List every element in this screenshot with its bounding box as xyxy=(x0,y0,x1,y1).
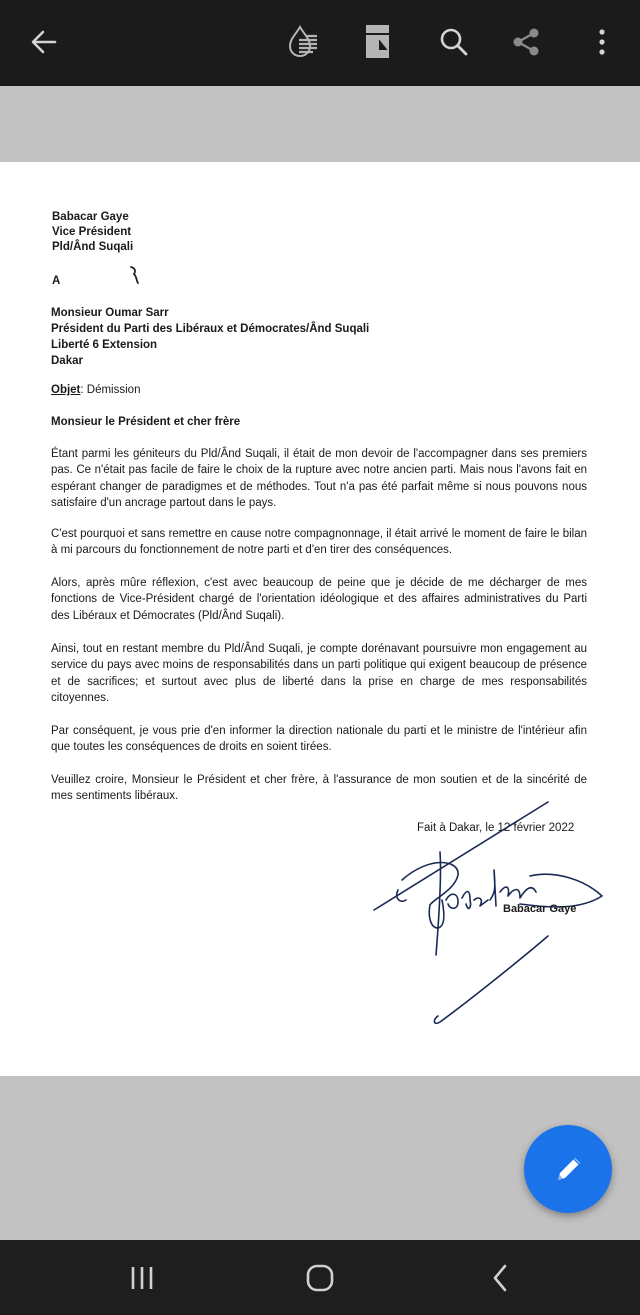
paragraph: Par conséquent, je vous prie d'en informer la direction nationale du parti et le ministre de l'intérieur afin que toutes les conséquences de droits en soient tirées. xyxy=(51,725,587,754)
home-icon[interactable] xyxy=(296,1258,344,1298)
recipient-city: Dakar xyxy=(51,355,83,367)
place-date: Fait à Dakar, le 12 février 2022 xyxy=(417,822,575,834)
sender-name: Babacar Gaye xyxy=(52,211,129,223)
paragraph: C'est pourquoi et sans remettre en cause notre compagnonnage, il était arrivé le moment de faire le bilan à mi parcours du fonctionnement de notre parti et d'en tirer des conséquences. xyxy=(51,528,587,557)
sender-title: Vice Président xyxy=(52,226,132,238)
paragraph: Alors, après mûre réflexion, c'est avec beaucoup de peine que je décide de me décharger de mes fonctions de Vice-Président chargé de l'orientation idéologique et des affaires administratives du Parti des Libéraux et Démocrates (Pld/Ând Suqali). xyxy=(51,577,587,622)
page-view-icon[interactable] xyxy=(356,20,400,64)
signer-name: Babacar Gaye xyxy=(503,903,577,915)
subject-value: : Démission xyxy=(80,384,141,396)
to-label: A xyxy=(52,275,61,287)
back-icon[interactable] xyxy=(476,1258,524,1298)
back-arrow-icon[interactable] xyxy=(22,20,66,64)
recipient-title: Président du Parti des Libéraux et Démocrates/Ând Suqali xyxy=(51,323,370,335)
subject-line xyxy=(51,384,140,396)
recipient-block xyxy=(51,305,369,369)
recipient-address: Liberté 6 Extension xyxy=(51,339,158,351)
pencil-icon xyxy=(548,1149,588,1189)
sender-party: Pld/Ând Suqali xyxy=(52,241,134,253)
recipient-name: Monsieur Oumar Sarr xyxy=(51,307,169,319)
paragraph: Ainsi, tout en restant membre du Pld/Ând Suqali, je compte dorénavant poursuivre mon engagement au service du pays avec moins de responsabilités dans un parti politique qui exigent beaucoup de présence et de sacrifices; et surtout avec plus de liberté dans la prise en charge de mes responsabilités citoyennes. xyxy=(51,643,587,704)
subject-label: Objet xyxy=(51,384,81,396)
salutation: Monsieur le Président et cher frère xyxy=(51,416,241,428)
sender-block xyxy=(52,210,133,255)
edit-fab-button[interactable] xyxy=(524,1125,612,1213)
system-navigation-bar xyxy=(0,1240,640,1315)
handwritten-signature xyxy=(370,800,610,1030)
document-page[interactable] xyxy=(0,162,640,1076)
reading-mode-icon[interactable] xyxy=(284,20,328,64)
more-options-icon[interactable] xyxy=(580,20,624,64)
share-icon[interactable] xyxy=(504,20,548,64)
top-app-bar xyxy=(0,0,640,86)
search-icon[interactable] xyxy=(432,20,476,64)
paragraph: Veuillez croire, Monsieur le Président et cher frère, à l'assurance de mon soutien et de la sincérité de mes sentiments libéraux. xyxy=(51,774,587,803)
paragraph: Étant parmi les géniteurs du Pld/Ând Suqali, il était de mon devoir de l'accompagner dans ses premiers pas. Ce n'était pas facile de faire le choix de la rupture avec notre ancien parti. Mais nous l'avons fait en espérant changer de paradigmes et de méthodes. Tout n'a pas été parfait même si nous pouvons nous satisfaire d'un ancrage partout dans le pays. xyxy=(51,448,587,509)
recent-apps-icon[interactable] xyxy=(118,1258,166,1298)
ink-mark xyxy=(128,265,142,285)
